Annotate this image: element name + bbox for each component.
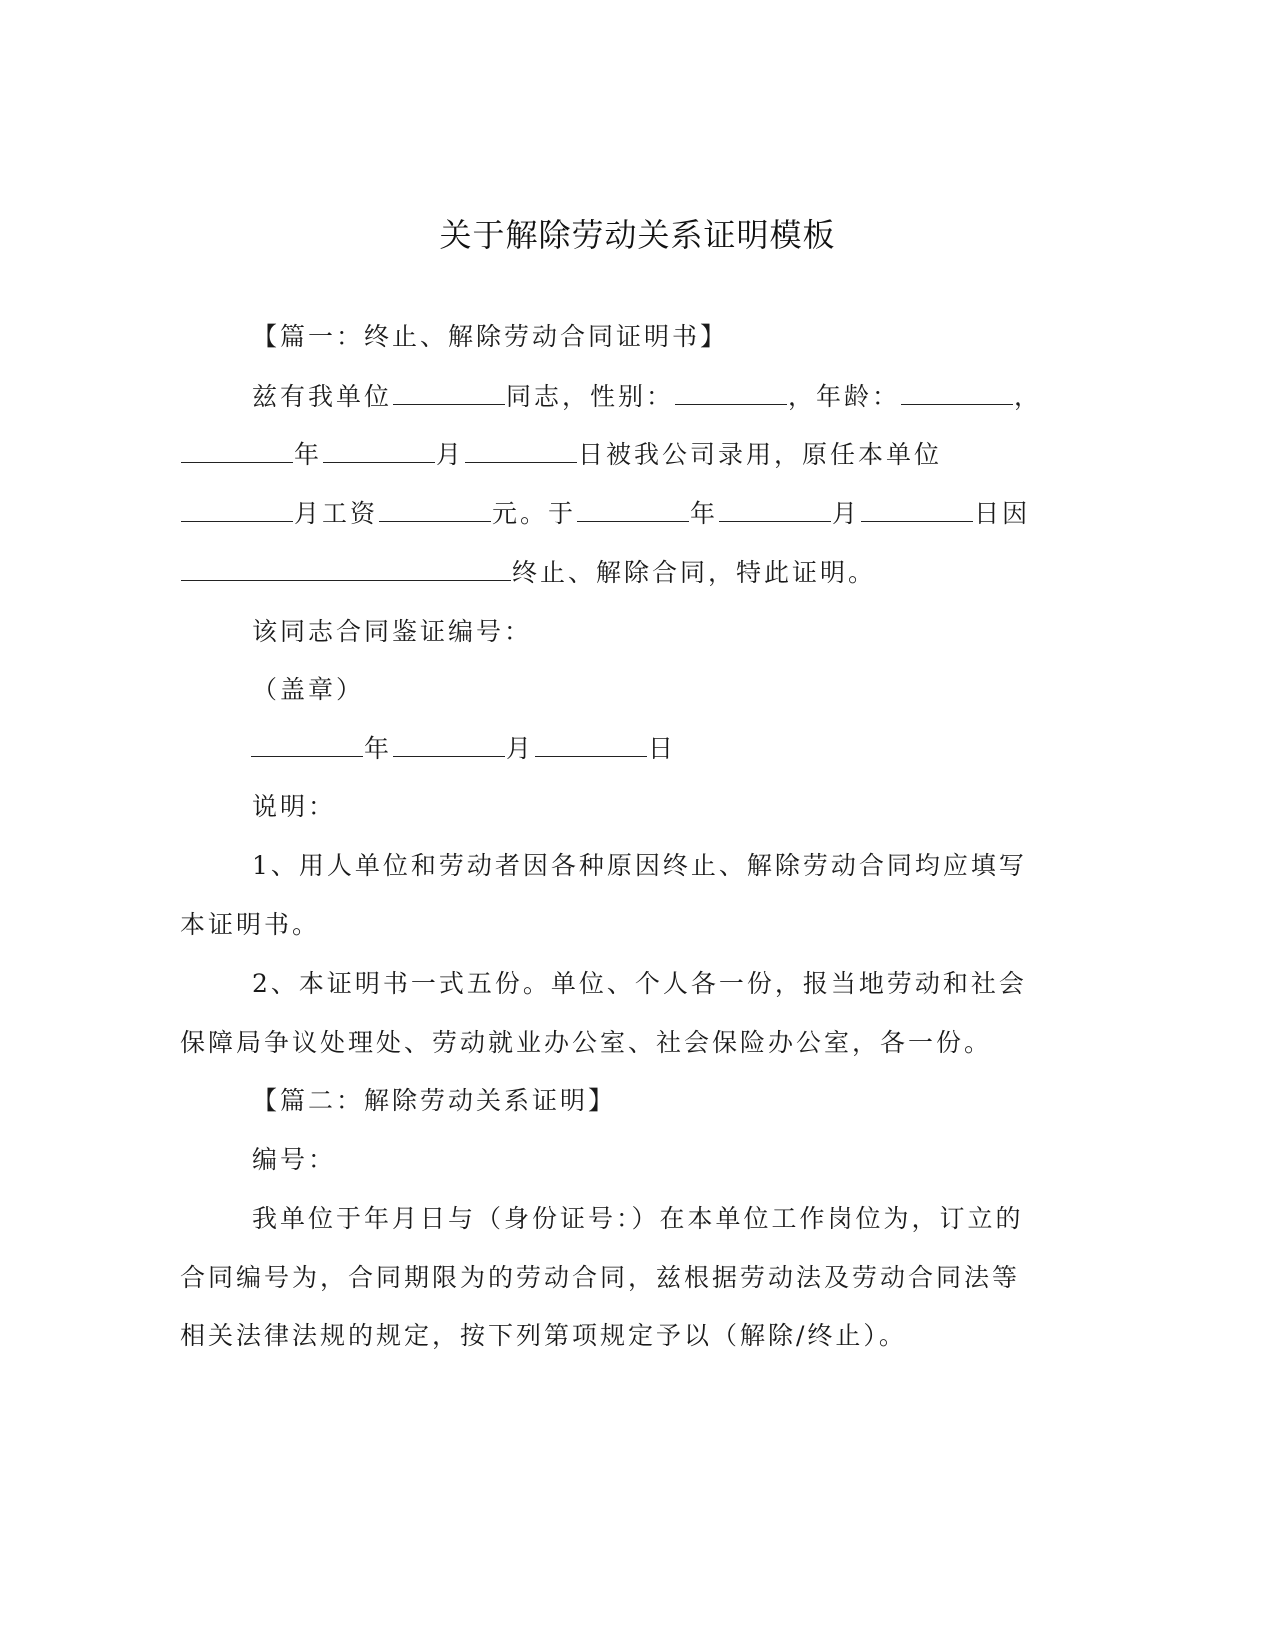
text: 月工资 [294, 499, 379, 528]
blank-field-age [901, 380, 1013, 405]
blank-field-hire-day [465, 438, 577, 463]
text: 年 [294, 440, 323, 469]
part2-paragraph-line-1: 我单位于年月日与（身份证号：）在本单位工作岗位为，订立的 [252, 1204, 1024, 1233]
blank-field-year [251, 732, 363, 757]
text: 年 [690, 499, 719, 528]
text: 月 [506, 734, 535, 763]
blank-field-end-day [861, 497, 973, 522]
text: 日 [648, 734, 677, 763]
note-1-line-1: 1、用人单位和劳动者因各种原因终止、解除劳动合同均应填写 [252, 851, 1027, 880]
contract-number-label: 该同志合同鉴证编号： [252, 617, 533, 646]
text: 月 [832, 499, 861, 528]
blank-field-day [535, 732, 647, 757]
text: 日被我公司录用，原任本单位 [578, 440, 943, 469]
section-heading-part1: 【篇一：终止、解除劳动合同证明书】 [252, 322, 729, 351]
fill-line-2 [180, 438, 942, 472]
text: 终止、解除合同，特此证明。 [512, 558, 877, 587]
blank-field-hire-year [181, 438, 293, 463]
blank-field-name [393, 380, 505, 405]
text: 日因 [974, 499, 1031, 528]
text: 同志，性别： [506, 382, 675, 411]
date-line [250, 732, 676, 766]
text: 月 [436, 440, 465, 469]
blank-field-month [393, 732, 505, 757]
note-2-line-1: 2、本证明书一式五份。单位、个人各一份，报当地劳动和社会 [252, 969, 1027, 998]
fill-line-3 [180, 497, 1030, 531]
blank-field-gender [675, 380, 787, 405]
fill-line-1 [252, 380, 1042, 414]
blank-field-hire-month [323, 438, 435, 463]
text: 年 [364, 734, 393, 763]
note-2-line-2: 保障局争议处理处、劳动就业办公室、社会保险办公室，各一份。 [180, 1028, 993, 1057]
blank-field-end-year [577, 497, 689, 522]
blank-field-position [181, 497, 293, 522]
blank-field-salary [379, 497, 491, 522]
document-title: 关于解除劳动关系证明模板 [439, 216, 836, 254]
text: ， [1014, 382, 1043, 411]
note-1-line-2: 本证明书。 [180, 910, 321, 939]
blank-field-reason [181, 556, 511, 581]
text: 兹有我单位 [252, 382, 393, 411]
text: 元。于 [492, 499, 577, 528]
section-heading-part2: 【篇二：解除劳动关系证明】 [252, 1086, 617, 1115]
fill-line-4 [180, 556, 876, 590]
note-title: 说明： [252, 792, 337, 821]
blank-field-end-month [719, 497, 831, 522]
number-label: 编号： [252, 1145, 337, 1174]
part2-paragraph-line-2: 合同编号为，合同期限为的劳动合同，兹根据劳动法及劳动合同法等 [180, 1263, 1021, 1292]
text: ，年龄： [788, 382, 901, 411]
seal-label: （盖章） [252, 675, 365, 704]
part2-paragraph-line-3: 相关法律法规的规定，按下列第项规定予以（解除/终止）。 [180, 1321, 907, 1350]
